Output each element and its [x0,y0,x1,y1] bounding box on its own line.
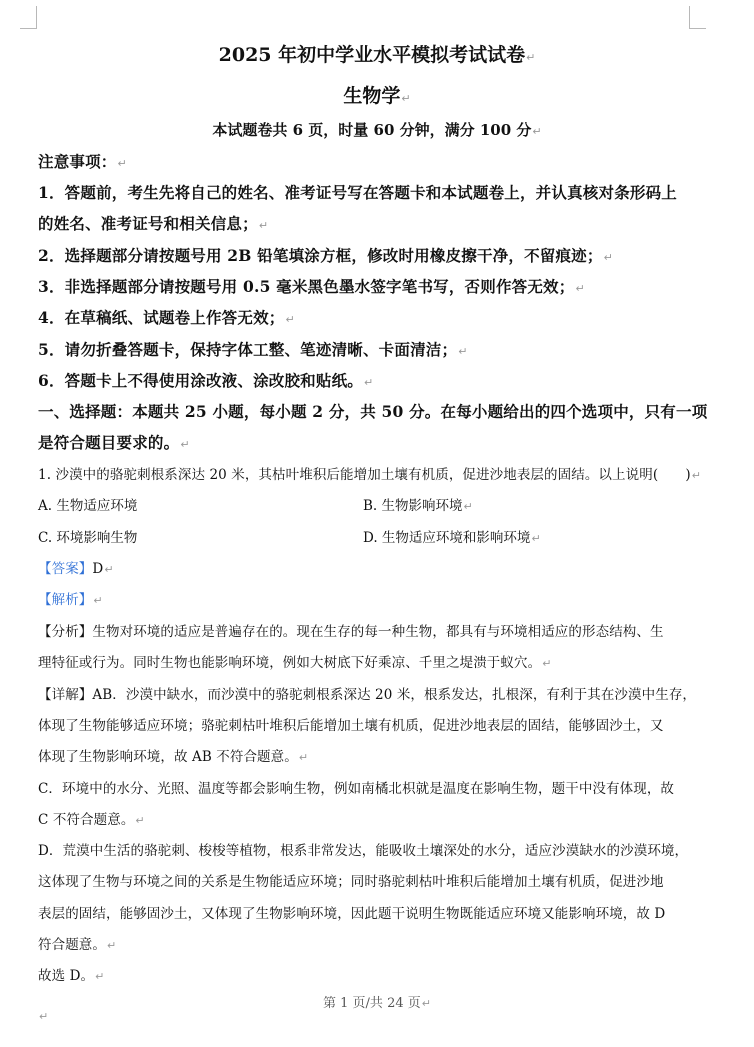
section-heading: 是符合题目要求的。↵ [38,433,190,452]
analysis-line: 体现了生物能够适应环境；骆驼刺枯叶堆积后能增加土壤有机质，促进沙地表层的固结，能够固沙土，又 [38,718,664,734]
notes-heading: 注意事项：↵ [38,152,127,171]
trailing-paragraph-mark: ↵ [39,1010,49,1023]
option-b: B. 生物影响环境↵ [363,498,473,514]
subject-title: 生物学↵ [343,85,411,107]
analysis-line: 这体现了生物与环境之间的关系是生物能适应环境；同时骆驼刺枯叶堆积后能增加土壤有机质，促进沙地 [38,874,664,890]
analysis-line: 【分析】生物对环境的适应是普遍存在的。现在生存的每一种生物，都具有与环境相适应的形态结构、生 [38,624,664,640]
question-stem: 1. 沙漠中的骆驼刺根系深达 20 米，其枯叶堆积后能增加土壤有机质，促进沙地表层的固结。以上说明( )↵ [38,467,702,483]
exam-info: 本试题卷共 6 页，时量 60 分钟，满分 100 分↵ [212,121,542,139]
answer-value: D [92,561,104,577]
answer-tag: 【答案】 [38,561,93,577]
analysis-line: 理特征或行为。同时生物也能影响环境，例如大树底下好乘凉、千里之堤溃于蚁穴。↵ [38,655,552,671]
analysis-line: 体现了生物影响环境，故 AB 不符合题意。↵ [38,749,309,765]
section-heading: 一、选择题：本题共 25 小题，每小题 2 分，共 50 分。在每小题给出的四个选项中，只有一项 [38,402,708,421]
analysis-line: D．荒漠中生活的骆驼刺、梭梭等植物，根系非常发达，能吸收土壤深处的水分，适应沙漠缺水的沙漠环境， [38,843,689,859]
notes-line: 4．在草稿纸、试题卷上作答无效；↵ [38,308,295,327]
notes-line: 1．答题前，考生先将自己的姓名、准考证号写在答题卡和本试题卷上，并认真核对条形码上 [38,183,677,202]
notes-line: 的姓名、准考证号和相关信息；↵ [38,214,269,233]
notes-line: 5．请勿折叠答题卡，保持字体工整、笔迹清晰、卡面清洁；↵ [38,340,468,359]
notes-line: 3．非选择题部分请按题号用 0.5 毫米黑色墨水签字笔书写，否则作答无效；↵ [38,277,585,296]
analysis-line: C．环境中的水分、光照、温度等都会影响生物，例如南橘北枳就是温度在影响生物，题干中没有体现，故 [38,781,675,797]
analysis-line: C 不符合题意。↵ [38,812,145,828]
option-a: A. 生物适应环境 [38,498,138,514]
notes-line: 6．答题卡上不得使用涂改液、涂改胶和贴纸。↵ [38,371,374,390]
analysis-tag: 【解析】↵ [38,592,103,608]
crop-mark-top-right [689,6,706,29]
crop-mark-top-left [20,6,37,29]
analysis-line: 故选 D。↵ [38,968,105,984]
option-d: D. 生物适应环境和影响环境↵ [363,530,541,546]
page-number: 第 1 页/共 24 页↵ [323,996,431,1011]
answer-line: 【答案】D↵ [38,561,114,577]
analysis-line: 表层的固结，能够固沙土，又体现了生物影响环境，因此题干说明生物既能适应环境又能影响环境，故 D [38,906,666,922]
analysis-line: 符合题意。↵ [38,937,117,953]
analysis-line: 【详解】AB．沙漠中缺水，而沙漠中的骆驼刺根系深达 20 米，根系发达，扎根深，有利于其在沙漠中生存， [38,687,697,703]
notes-line: 2．选择题部分请按题号用 2B 铅笔填涂方框，修改时用橡皮擦干净，不留痕迹；↵ [38,246,613,265]
exam-title: 2025 年初中学业水平模拟考试试卷↵ [218,44,536,66]
option-c: C. 环境影响生物 [38,530,138,546]
